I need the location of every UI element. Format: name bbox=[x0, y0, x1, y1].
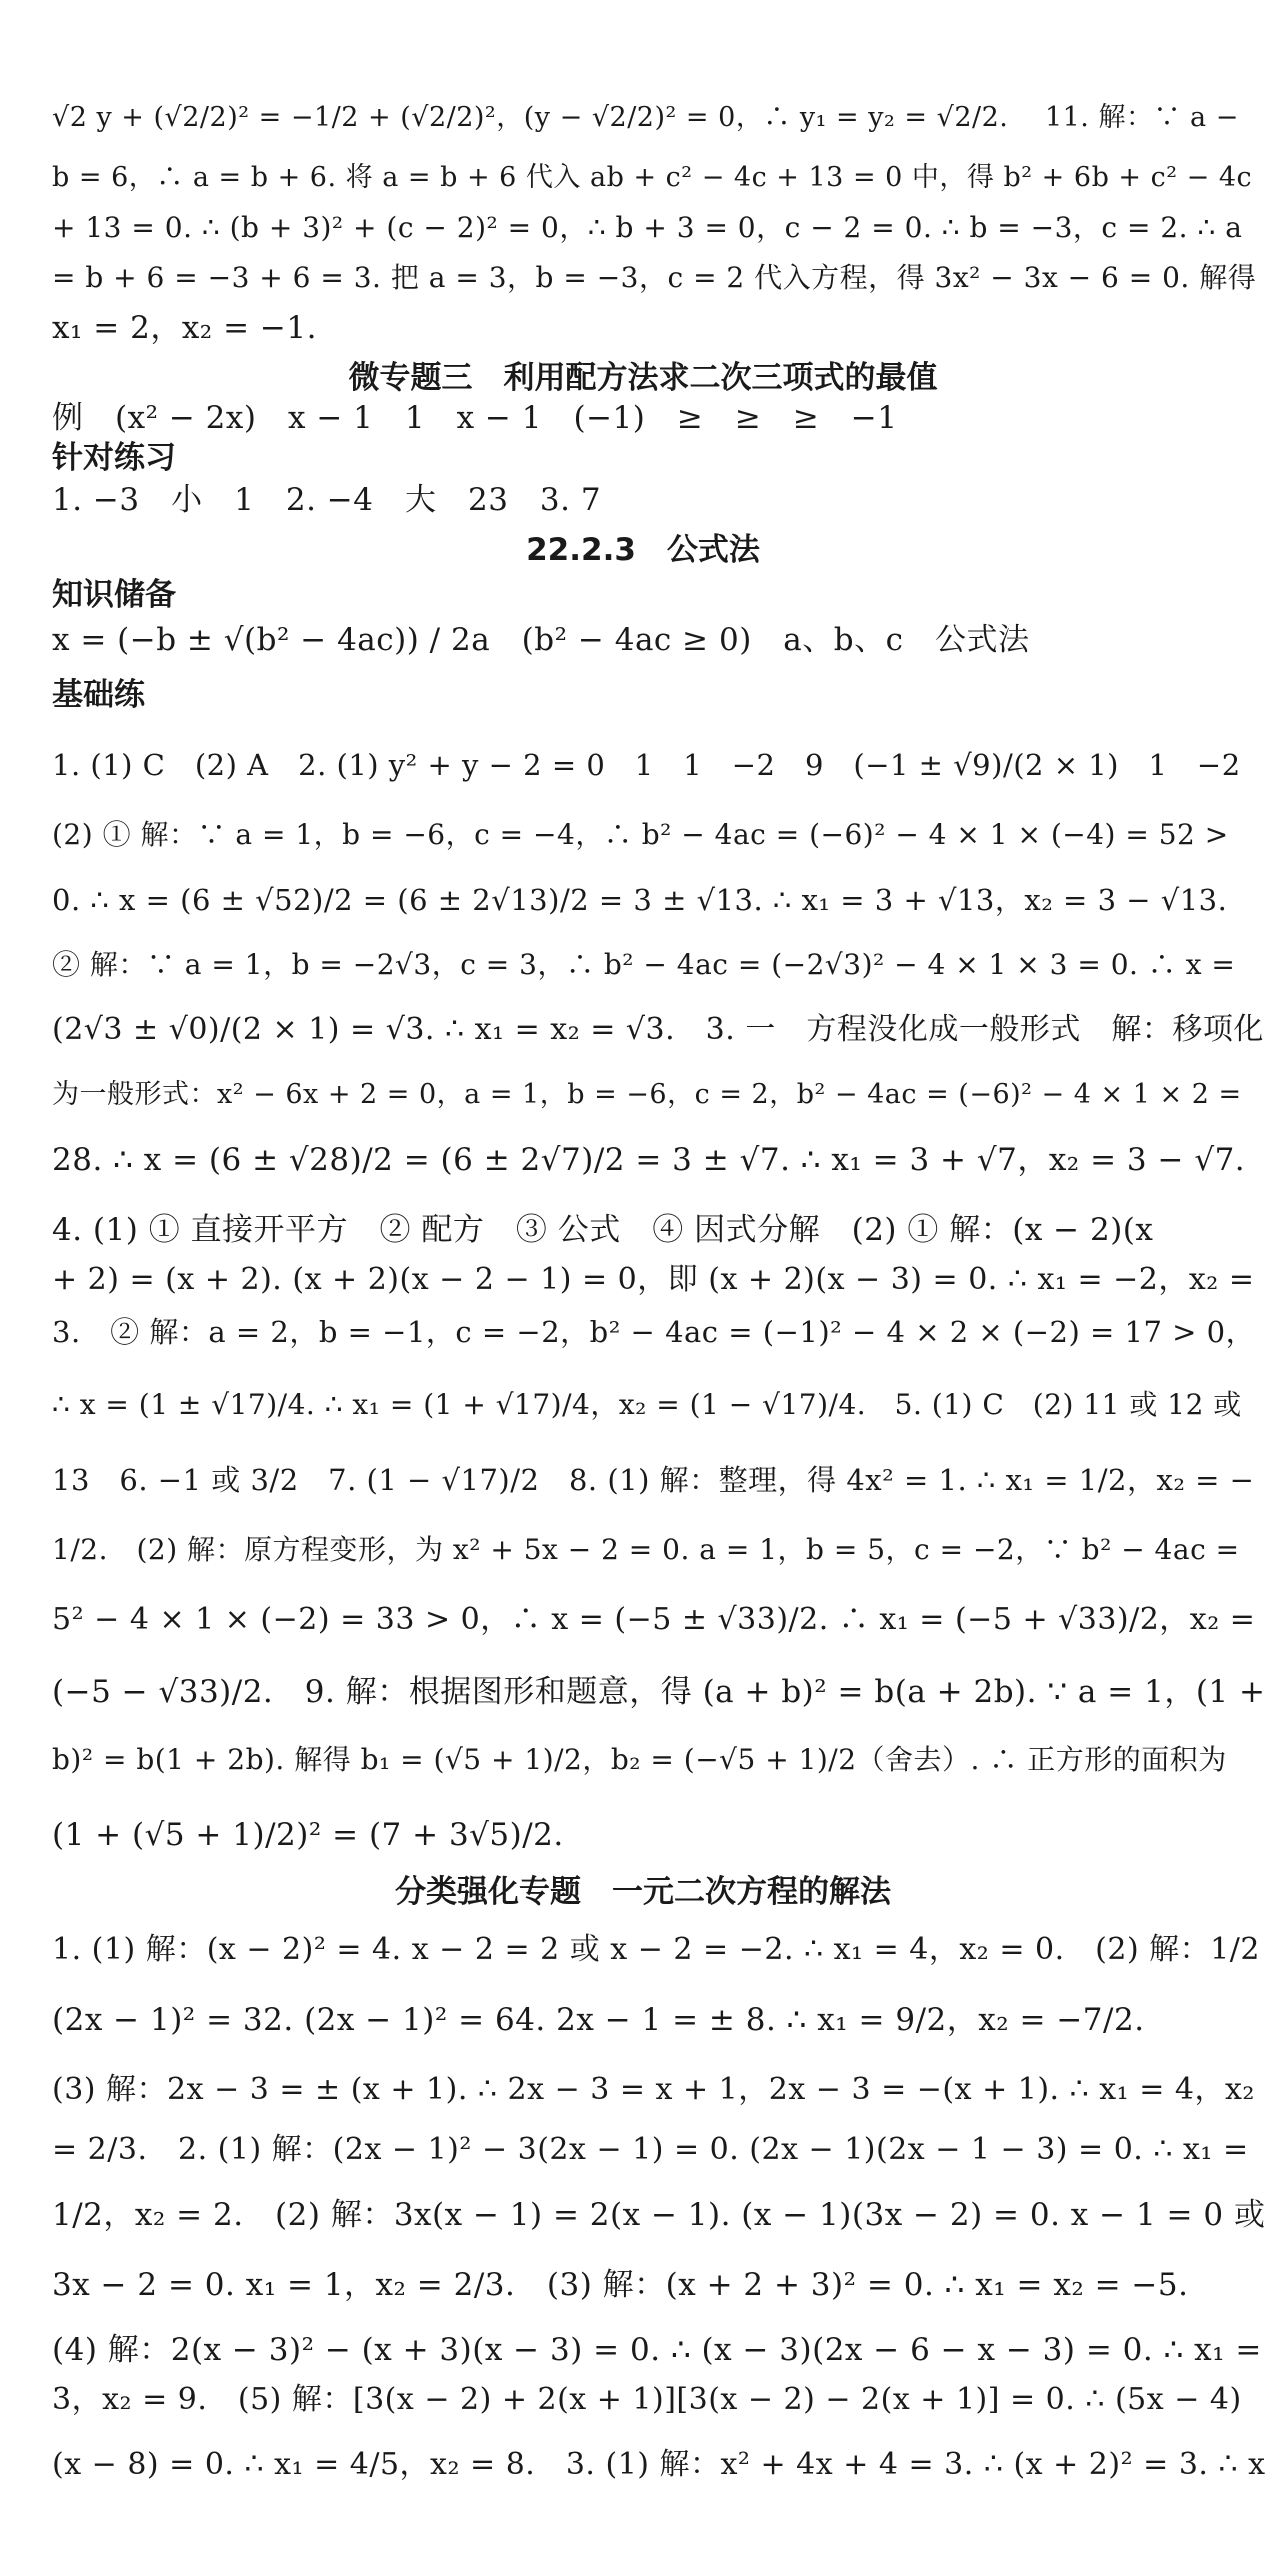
text-line: = b + 6 = −3 + 6 = 3. 把 a = 3，b = −3，c = 2 代入方程，得 3x² − 3x − 6 = 0. 解得 bbox=[52, 261, 1257, 294]
text-line: + 13 = 0. ∴ (b + 3)² + (c − 2)² = 0，∴ b + 3 = 0，c − 2 = 0. ∴ b = −3，c = 2. ∴ a bbox=[52, 211, 1243, 244]
targeted-practice-heading: 针对练习 bbox=[52, 440, 176, 476]
text-line: 例 (x² − 2x) x − 1 1 x − 1 (−1) ≥ ≥ ≥ −1 bbox=[52, 400, 898, 436]
text-line: 1. −3 小 1 2. −4 大 23 3. 7 bbox=[52, 482, 602, 518]
knowledge-heading: 知识储备 bbox=[52, 577, 176, 613]
text-line: + 2) = (x + 2). (x + 2)(x − 2 − 1) = 0，即 (x + 2)(x − 3) = 0. ∴ x₁ = −2，x₂ = bbox=[52, 1262, 1255, 1297]
text-line: 1/2. (2) 解：原方程变形，为 x² + 5x − 2 = 0. a = 1，b = 5，c = −2，∵ b² − 4ac = bbox=[52, 1533, 1240, 1566]
text-line: (x − 8) = 0. ∴ x₁ = 4/5，x₂ = 8. 3. (1) 解：x² + 4x + 4 = 3. ∴ (x + 2)² = 3. ∴ x bbox=[52, 2447, 1266, 2482]
text-line: (−5 − √33)/2. 9. 解：根据图形和题意，得 (a + b)² = b(a + 2b). ∵ a = 1，(1 + bbox=[52, 1674, 1266, 1710]
text-line: 1. (1) 解：(x − 2)² = 4. x − 2 = 2 或 x − 2 = −2. ∴ x₁ = 4，x₂ = 0. (2) 解：1/2 bbox=[52, 1932, 1260, 1967]
text-line: x = (−b ± √(b² − 4ac)) / 2a (b² − 4ac ≥ 0) a、b、c 公式法 bbox=[52, 622, 1030, 658]
text-line: (1 + (√5 + 1)/2)² = (7 + 3√5)/2. bbox=[52, 1817, 564, 1853]
text-line: 3. ② 解：a = 2，b = −1，c = −2，b² − 4ac = (−1)² − 4 × 2 × (−2) = 17 > 0， bbox=[52, 1315, 1256, 1349]
text-line: √2 y + (√2/2)² = −1/2 + (√2/2)²，(y − √2/2)² = 0，∴ y₁ = y₂ = √2/2. 11. 解：∵ a − bbox=[52, 102, 1239, 133]
text-line: x₁ = 2，x₂ = −1. bbox=[52, 310, 317, 346]
text-line: (2√3 ± √0)/(2 × 1) = √3. ∴ x₁ = x₂ = √3. 3. 一 方程没化成一般形式 解：移项化 bbox=[52, 1012, 1264, 1047]
section-2223-heading: 22.2.3 公式法 bbox=[526, 532, 760, 568]
text-line: 5² − 4 × 1 × (−2) = 33 > 0，∴ x = (−5 ± √33)/2. ∴ x₁ = (−5 + √33)/2，x₂ = bbox=[52, 1602, 1256, 1637]
micro-topic-heading: 微专题三 利用配方法求二次三项式的最值 bbox=[348, 360, 938, 396]
text-line: 3x − 2 = 0. x₁ = 1，x₂ = 2/3. (3) 解：(x + 2 + 3)² = 0. ∴ x₁ = x₂ = −5. bbox=[52, 2267, 1189, 2303]
text-line: 28. ∴ x = (6 ± √28)/2 = (6 ± 2√7)/2 = 3 ± √7. ∴ x₁ = 3 + √7，x₂ = 3 − √7. bbox=[52, 1142, 1246, 1178]
text-line: (2) ① 解：∵ a = 1，b = −6，c = −4，∴ b² − 4ac = (−6)² − 4 × 1 × (−4) = 52 > bbox=[52, 818, 1229, 851]
classified-heading: 分类强化专题 一元二次方程的解法 bbox=[395, 1874, 891, 1910]
text-line: ∴ x = (1 ± √17)/4. ∴ x₁ = (1 + √17)/4，x₂ = (1 − √17)/4. 5. (1) C (2) 11 或 12 或 bbox=[52, 1388, 1242, 1421]
text-line: 1. (1) C (2) A 2. (1) y² + y − 2 = 0 1 1 −2 9 (−1 ± √9)/(2 × 1) 1 −2 bbox=[52, 748, 1241, 782]
text-line: b)² = b(1 + 2b). 解得 b₁ = (√5 + 1)/2，b₂ = (−√5 + 1)/2（舍去）. ∴ 正方形的面积为 bbox=[52, 1743, 1227, 1776]
text-line: 13 6. −1 或 3/2 7. (1 − √17)/2 8. (1) 解：整理，得 4x² = 1. ∴ x₁ = 1/2，x₂ = − bbox=[52, 1463, 1255, 1497]
text-line: (3) 解：2x − 3 = ± (x + 1). ∴ 2x − 3 = x + 1，2x − 3 = −(x + 1). ∴ x₁ = 4，x₂ bbox=[52, 2072, 1255, 2107]
text-line: 为一般形式：x² − 6x + 2 = 0，a = 1，b = −6，c = 2，b² − 4ac = (−6)² − 4 × 1 × 2 = bbox=[52, 1079, 1242, 1110]
text-line: 0. ∴ x = (6 ± √52)/2 = (6 ± 2√13)/2 = 3 ± √13. ∴ x₁ = 3 + √13，x₂ = 3 − √13. bbox=[52, 883, 1228, 917]
text-line: 1/2，x₂ = 2. (2) 解：3x(x − 1) = 2(x − 1). (x − 1)(3x − 2) = 0. x − 1 = 0 或 bbox=[52, 2197, 1266, 2233]
basic-heading: 基础练 bbox=[52, 677, 145, 713]
text-line: (2x − 1)² = 32. (2x − 1)² = 64. 2x − 1 = ± 8. ∴ x₁ = 9/2，x₂ = −7/2. bbox=[52, 2002, 1145, 2038]
text-line: b = 6，∴ a = b + 6. 将 a = b + 6 代入 ab + c² − 4c + 13 = 0 中，得 b² + 6b + c² − 4c bbox=[52, 162, 1253, 193]
text-line: (4) 解：2(x − 3)² − (x + 3)(x − 3) = 0. ∴ (x − 3)(2x − 6 − x − 3) = 0. ∴ x₁ = bbox=[52, 2332, 1262, 2368]
text-line: ② 解：∵ a = 1，b = −2√3，c = 3，∴ b² − 4ac = (−2√3)² − 4 × 1 × 3 = 0. ∴ x = bbox=[52, 948, 1236, 981]
text-line: = 2/3. 2. (1) 解：(2x − 1)² − 3(2x − 1) = 0. (2x − 1)(2x − 1 − 3) = 0. ∴ x₁ = bbox=[52, 2132, 1249, 2167]
text-line: 3，x₂ = 9. (5) 解：[3(x − 2) + 2(x + 1)][3(x − 2) − 2(x + 1)] = 0. ∴ (5x − 4) bbox=[52, 2382, 1242, 2417]
text-line: 4. (1) ① 直接开平方 ② 配方 ③ 公式 ④ 因式分解 (2) ① 解：(x − 2)(x bbox=[52, 1212, 1154, 1248]
